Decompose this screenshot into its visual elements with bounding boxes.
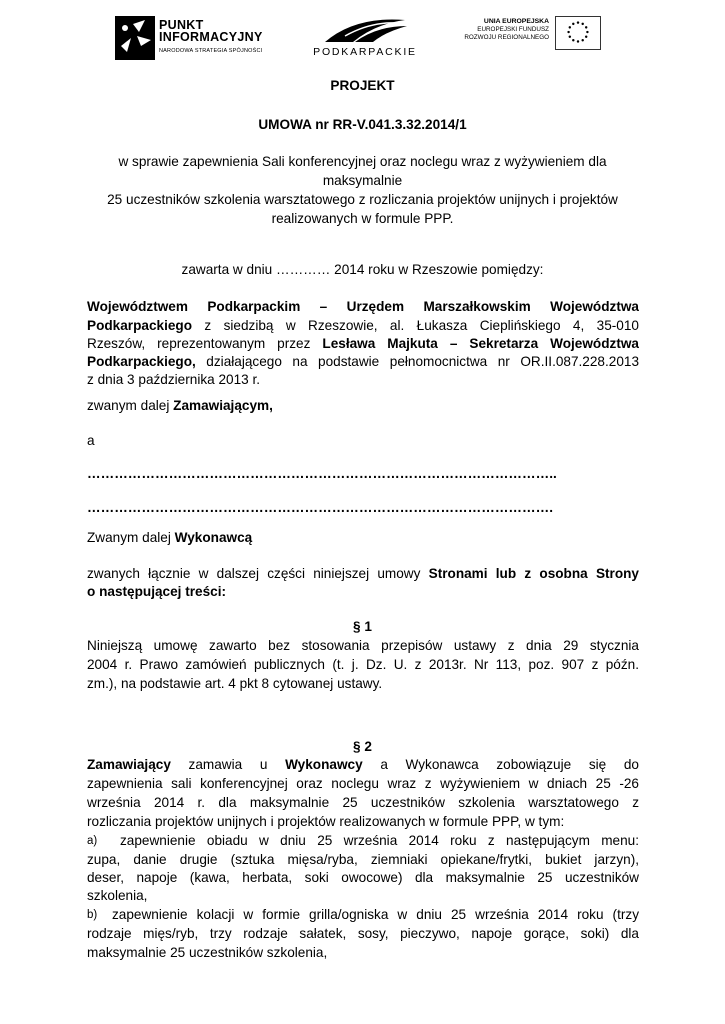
contractor-designation: Zwanym dalej Wykonawcą	[87, 530, 253, 545]
unia-europejska-logo	[455, 16, 605, 60]
list-item-a-line: deser, napoje (kawa, herbata, soki owocowe) dla maksymalnie 25 uczestników	[87, 870, 639, 885]
section-1-line: Niniejszą umowę zawarto bez stosowania przepisów ustawy z dnia 29 stycznia	[87, 638, 639, 653]
list-marker-a: a)	[87, 835, 98, 847]
contract-title: UMOWA nr RR-V.041.3.32.2014/1	[258, 117, 467, 132]
party1-line: z dnia 3 października 2013 r.	[87, 372, 261, 387]
logo-right-text: UNIA EUROPEJSKA EUROPEJSKI FUNDUSZ ROZWOJU REGIONALNEGO	[464, 18, 549, 42]
subject-line: maksymalnie	[322, 173, 403, 188]
podkarpackie-emblem-icon	[315, 14, 415, 44]
party1-line: Podkarpackiego, działającego na podstawie pełnomocnictwa nr OR.II.087.228.2013	[87, 354, 639, 369]
parties-line: zwanych łącznie w dalszej części niniejszej umowy Stronami lub z osobna Strony	[87, 566, 639, 581]
logo-center-label: PODKARPACKIE	[313, 46, 417, 58]
section-2-line: zapewnienia sali konferencyjnej oraz noclegu wraz z wyżywieniem w dniach 25 -26	[87, 776, 639, 791]
date-line: zawarta w dniu ………… 2014 roku w Rzeszowie pomiędzy:	[181, 262, 544, 277]
section-1-line: zm.), na podstawie art. 4 pkt 8 cytowanej ustawy.	[87, 676, 383, 691]
client-designation: zwanym dalej Zamawiającym,	[87, 398, 273, 413]
logo-left-subtitle: NARODOWA STRATEGIA SPÓJNOŚCI	[159, 48, 263, 54]
section-1-line: 2004 r. Prawo zamówień publicznych (t. j. Dz. U. z 2013r. Nr 113, poz. 907 z późn.	[87, 657, 639, 672]
punkt-informacyjny-emblem-icon	[115, 16, 155, 60]
document-label: PROJEKT	[330, 78, 395, 93]
list-marker-b: b)	[87, 909, 98, 921]
list-item-b-line: maksymalnie 25 uczestników szkolenia,	[87, 945, 328, 960]
subject-line: 25 uczestników szkolenia warsztatowego z rozliczania projektów unijnych i projektów	[107, 192, 618, 207]
section-2-line: rozliczania projektów unijnych i projektów realizowanych w formule PPP, w tym:	[87, 814, 565, 829]
party1-line: Rzeszów, reprezentowanym przez Lesława Majkuta – Sekretarza Województwa	[87, 336, 639, 351]
list-item-b-line: rodzaje mięs/ryb, trzy rodzaje sałatek, sosy, pieczywo, napoje gorące, soki) dla	[87, 926, 639, 941]
punkt-informacyjny-logo	[115, 16, 275, 60]
parties-line: o następującej treści:	[87, 584, 227, 599]
header-logos	[0, 14, 725, 62]
podkarpackie-logo	[305, 14, 425, 62]
contractor-placeholder-dots: …………………………………………………………………………………………..	[87, 466, 557, 481]
section-2-heading: § 2	[353, 739, 372, 754]
party1-line: Podkarpackiego z siedzibą w Rzeszowie, al. Łukasza Cieplińskiego 4, 35-010	[87, 318, 639, 333]
party1-line: Województwem Podkarpackim – Urzędem Marszałkowskim Województwa	[87, 299, 639, 314]
section-1-heading: § 1	[353, 619, 372, 634]
section-2-line: Zamawiający zamawia u Wykonawcy a Wykonawca zobowiązuje się do	[87, 757, 639, 772]
subject-line: realizowanych w formule PPP.	[271, 211, 454, 226]
list-item-a-line: zupa, danie drugie (sztuka mięsa/ryba, ziemniaki opiekane/frytki, bukiet jarzyn),	[87, 852, 639, 867]
logo-left-title: PUNKT INFORMACYJNY	[159, 18, 263, 44]
list-item-b-line: zapewnienie kolacji w formie grilla/ogniska w dniu 25 września 2014 roku (trzy	[112, 907, 639, 922]
subject-line: w sprawie zapewnienia Sali konferencyjnej oraz noclegu wraz z wyżywieniem dla	[118, 154, 607, 169]
eu-flag-icon	[555, 16, 601, 50]
section-2-line: września 2014 r. dla maksymalnie 25 uczestników szkolenia warsztatowego z	[87, 795, 639, 810]
list-item-a-line: zapewnienie obiadu w dniu 25 września 2014 roku z następującym menu:	[120, 833, 639, 848]
contractor-placeholder-dots: ………………………………………………………………………………………….	[87, 500, 553, 515]
list-item-a-line: szkolenia,	[87, 888, 148, 903]
conjunction: a	[87, 433, 95, 448]
